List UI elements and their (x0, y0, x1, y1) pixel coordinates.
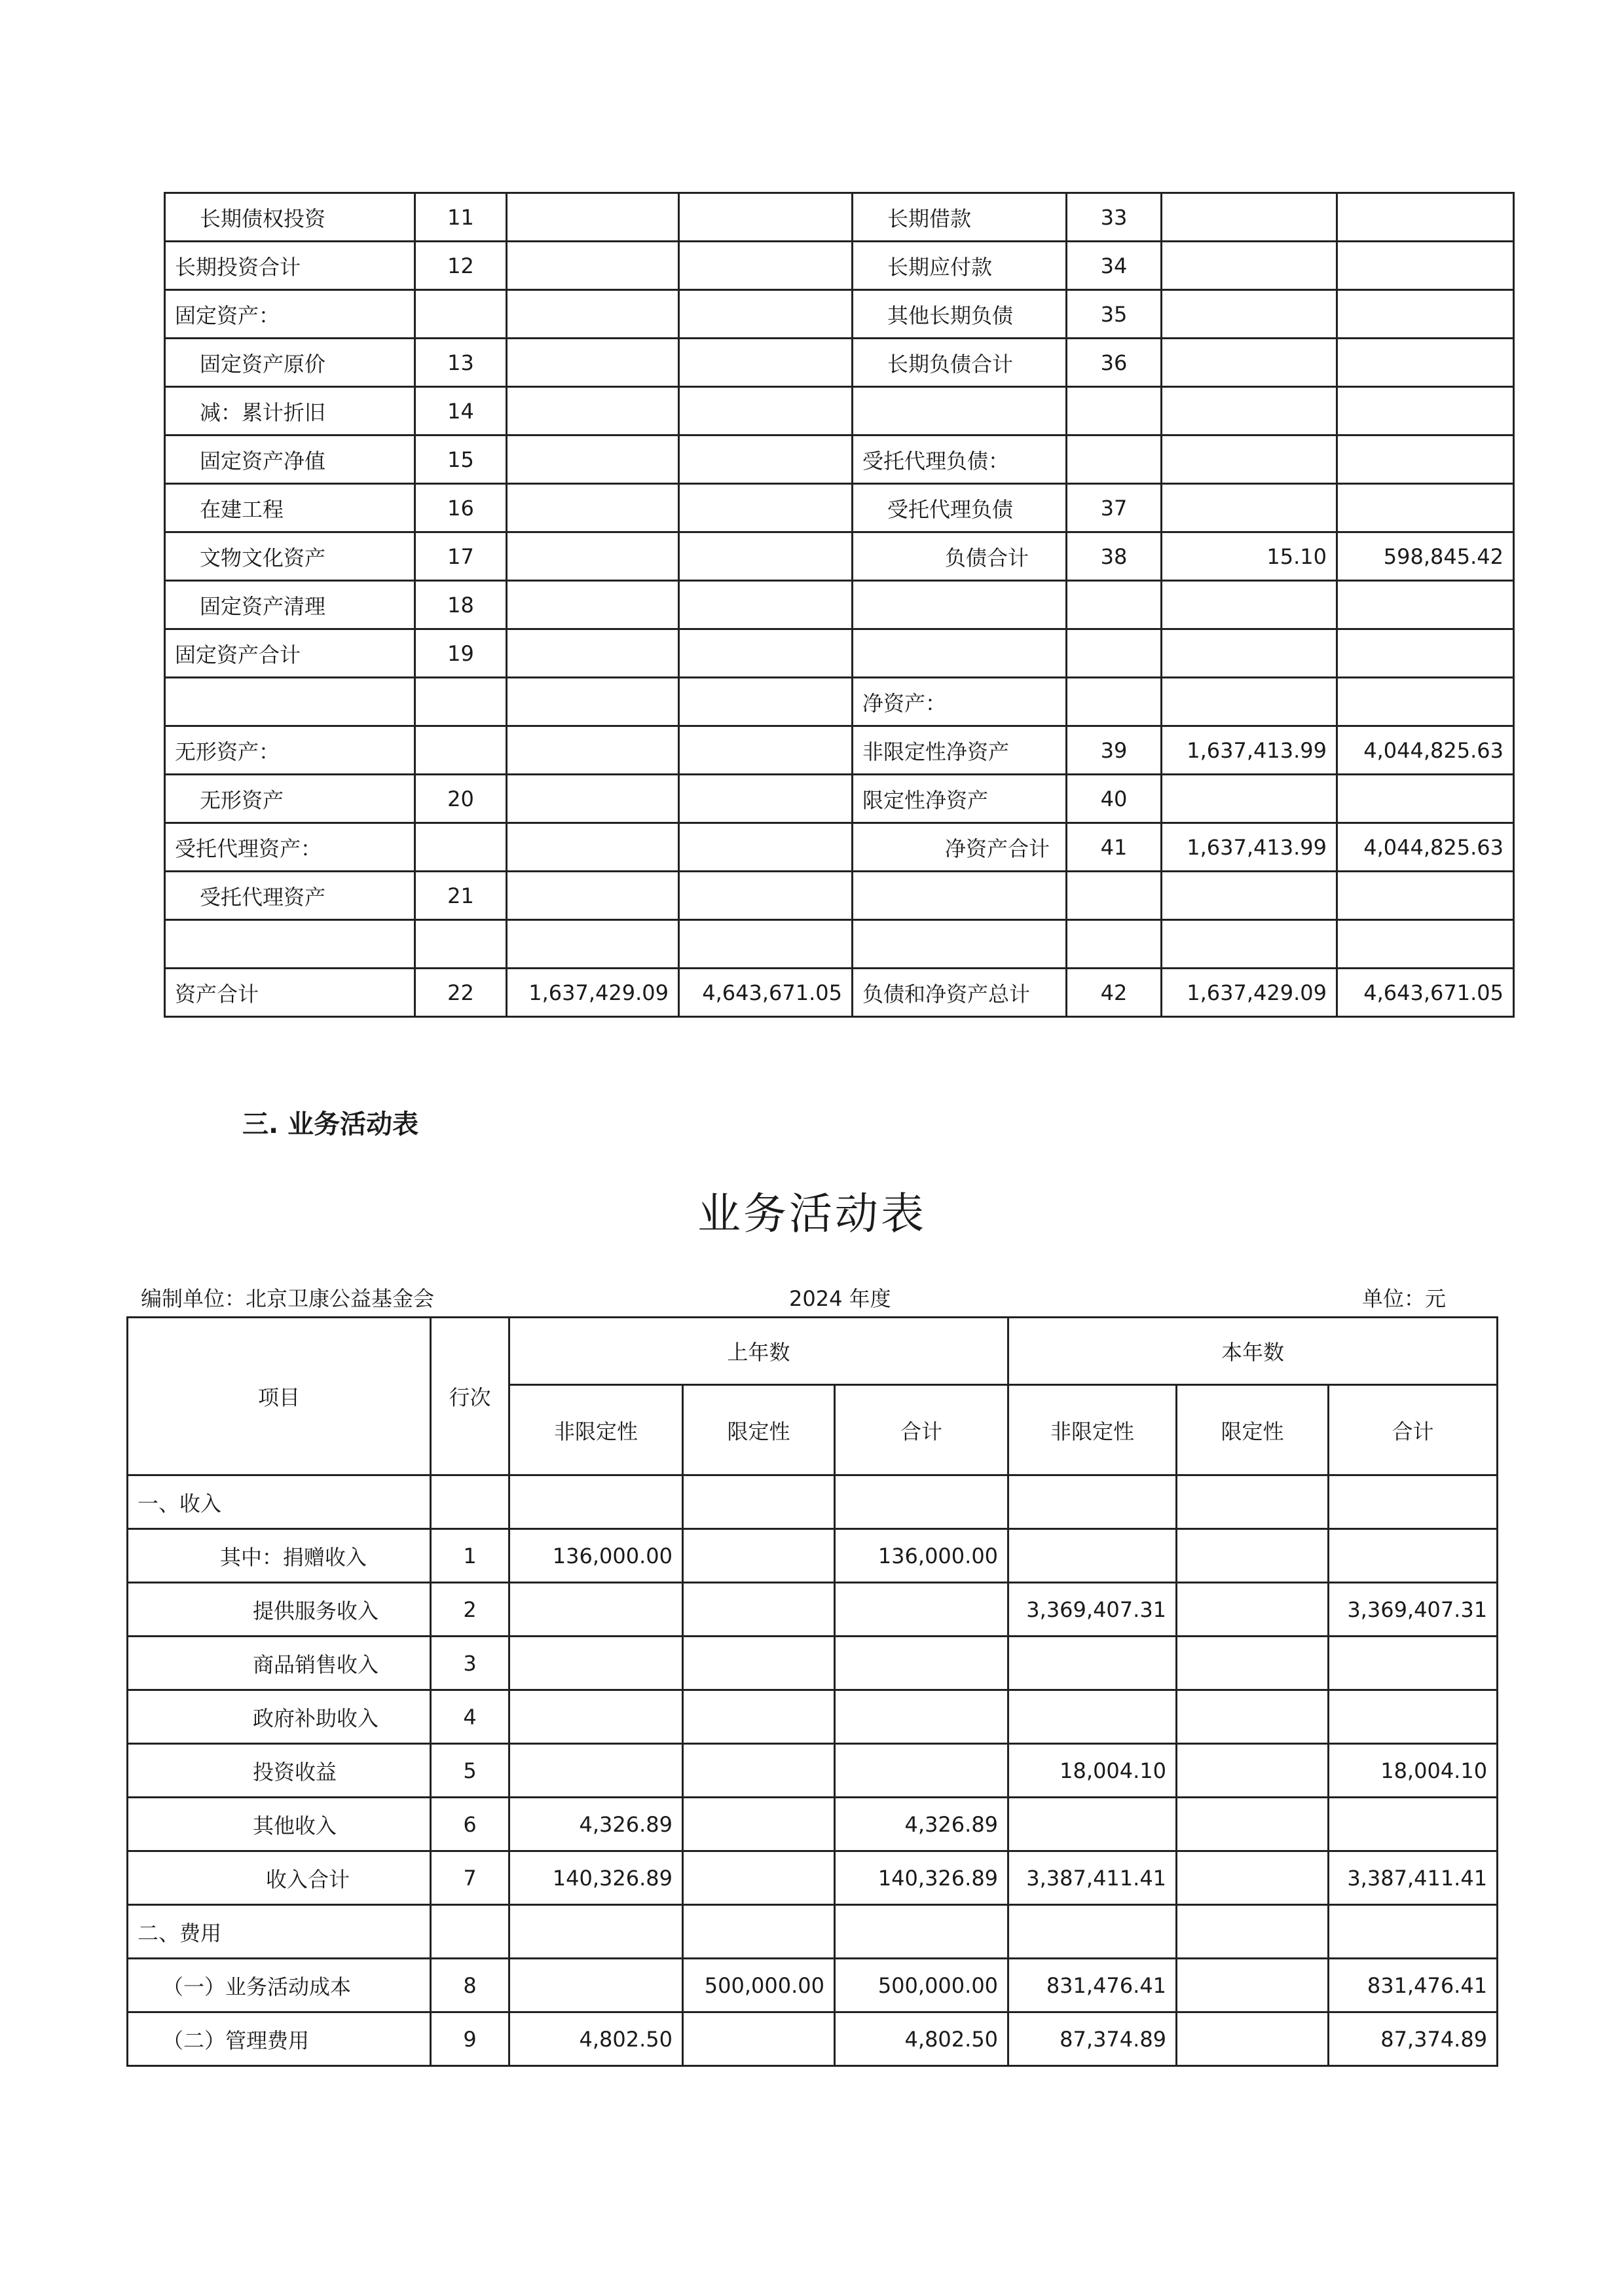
table-row (165, 484, 1514, 532)
header-prior-restricted: 限定性 (683, 1385, 835, 1475)
prior-unrestricted (509, 1744, 683, 1798)
prior-restricted (683, 1798, 835, 1851)
current-total: 831,476.41 (1329, 1959, 1498, 2012)
liability-beginning-balance (1162, 290, 1337, 339)
asset-label: 无形资产： (165, 726, 415, 775)
activity-statement-title: 业务活动表 (697, 1189, 927, 1239)
liability-ending-balance (1337, 678, 1514, 726)
current-unrestricted (1008, 1637, 1177, 1690)
item-label: 投资收益 (128, 1744, 431, 1798)
fiscal-year: 2024 年度 (789, 1286, 891, 1311)
asset-ending-balance (679, 339, 853, 387)
table-row (128, 1851, 1498, 1905)
liability-ending-balance (1337, 290, 1514, 339)
activity-header (128, 1318, 1498, 1475)
prior-total (835, 1690, 1008, 1744)
asset-beginning-balance (507, 484, 679, 532)
asset-beginning-balance (507, 242, 679, 290)
item-label: 商品销售收入 (128, 1637, 431, 1690)
current-total (1329, 1905, 1498, 1959)
liability-label: 净资产合计 (853, 823, 1067, 872)
asset-beginning-balance (507, 872, 679, 920)
asset-ending-balance (679, 532, 853, 581)
asset-row-number: 17 (415, 532, 507, 581)
liability-ending-balance (1337, 435, 1514, 484)
row-number: 8 (431, 1959, 509, 2012)
header-row-number: 行次 (431, 1318, 509, 1475)
table-row (128, 2012, 1498, 2066)
liability-beginning-balance (1162, 435, 1337, 484)
liability-beginning-balance (1162, 872, 1337, 920)
prior-total: 140,326.89 (835, 1851, 1008, 1905)
liability-label (853, 629, 1067, 678)
header-current-unrestricted: 非限定性 (1008, 1385, 1177, 1475)
asset-label: 文物文化资产 (165, 532, 415, 581)
liability-row-number: 36 (1067, 339, 1162, 387)
row-number (431, 1475, 509, 1529)
balance-sheet-table (164, 192, 1515, 1018)
asset-beginning-balance (507, 629, 679, 678)
table-row (165, 872, 1514, 920)
header-current-year: 本年数 (1008, 1318, 1498, 1385)
liability-label: 非限定性净资产 (853, 726, 1067, 775)
liability-label: 长期借款 (853, 193, 1067, 242)
prior-restricted (683, 1744, 835, 1798)
asset-label: 固定资产原价 (165, 339, 415, 387)
liability-ending-balance (1337, 387, 1514, 435)
liability-ending-balance (1337, 629, 1514, 678)
liability-label (853, 920, 1067, 969)
asset-ending-balance (679, 581, 853, 629)
prior-restricted (683, 1851, 835, 1905)
liability-label (853, 581, 1067, 629)
table-row (165, 339, 1514, 387)
table-row (128, 1637, 1498, 1690)
liability-label: 净资产： (853, 678, 1067, 726)
prior-total (835, 1744, 1008, 1798)
prior-restricted (683, 1905, 835, 1959)
table-row (165, 823, 1514, 872)
liability-ending-balance: 4,643,671.05 (1337, 969, 1514, 1017)
liability-row-number (1067, 435, 1162, 484)
asset-label (165, 678, 415, 726)
prior-unrestricted: 140,326.89 (509, 1851, 683, 1905)
row-number: 3 (431, 1637, 509, 1690)
liability-ending-balance (1337, 193, 1514, 242)
item-label: 收入合计 (128, 1851, 431, 1905)
liability-beginning-balance (1162, 775, 1337, 823)
header-prior-total: 合计 (835, 1385, 1008, 1475)
liability-row-number: 39 (1067, 726, 1162, 775)
prior-unrestricted: 136,000.00 (509, 1529, 683, 1583)
liability-row-number: 37 (1067, 484, 1162, 532)
asset-row-number (415, 678, 507, 726)
liability-label: 限定性净资产 (853, 775, 1067, 823)
item-label: （二）管理费用 (128, 2012, 431, 2066)
liability-beginning-balance (1162, 242, 1337, 290)
item-label: 一、收入 (128, 1475, 431, 1529)
asset-beginning-balance (507, 387, 679, 435)
table-row (128, 1475, 1498, 1529)
prior-unrestricted (509, 1637, 683, 1690)
liability-ending-balance: 4,044,825.63 (1337, 823, 1514, 872)
asset-beginning-balance (507, 532, 679, 581)
asset-beginning-balance (507, 920, 679, 969)
current-restricted (1177, 1905, 1329, 1959)
table-row (165, 387, 1514, 435)
row-number (431, 1905, 509, 1959)
prior-unrestricted (509, 1905, 683, 1959)
asset-ending-balance (679, 726, 853, 775)
liability-ending-balance (1337, 581, 1514, 629)
liability-beginning-balance: 1,637,429.09 (1162, 969, 1337, 1017)
table-row (128, 1529, 1498, 1583)
table-row (128, 1690, 1498, 1744)
header-current-restricted: 限定性 (1177, 1385, 1329, 1475)
prior-total: 4,326.89 (835, 1798, 1008, 1851)
current-total: 18,004.10 (1329, 1744, 1498, 1798)
asset-beginning-balance (507, 435, 679, 484)
asset-row-number (415, 920, 507, 969)
asset-row-number: 15 (415, 435, 507, 484)
asset-row-number: 22 (415, 969, 507, 1017)
table-row (165, 193, 1514, 242)
asset-ending-balance (679, 290, 853, 339)
liability-label: 负债和净资产总计 (853, 969, 1067, 1017)
asset-ending-balance (679, 629, 853, 678)
liability-ending-balance (1337, 242, 1514, 290)
prior-total (835, 1475, 1008, 1529)
current-unrestricted (1008, 1690, 1177, 1744)
current-total: 87,374.89 (1329, 2012, 1498, 2066)
prior-total (835, 1583, 1008, 1637)
table-row (128, 1905, 1498, 1959)
asset-beginning-balance (507, 775, 679, 823)
liability-ending-balance: 598,845.42 (1337, 532, 1514, 581)
asset-row-number: 13 (415, 339, 507, 387)
asset-row-number: 18 (415, 581, 507, 629)
liability-row-number: 34 (1067, 242, 1162, 290)
liability-beginning-balance (1162, 629, 1337, 678)
prior-unrestricted (509, 1690, 683, 1744)
current-restricted (1177, 1798, 1329, 1851)
table-row (165, 435, 1514, 484)
asset-row-number (415, 726, 507, 775)
prior-restricted (683, 2012, 835, 2066)
current-unrestricted (1008, 1905, 1177, 1959)
liability-label (853, 387, 1067, 435)
asset-beginning-balance (507, 678, 679, 726)
liability-beginning-balance: 1,637,413.99 (1162, 726, 1337, 775)
prior-total (835, 1637, 1008, 1690)
asset-ending-balance (679, 484, 853, 532)
table-row (165, 920, 1514, 969)
current-restricted (1177, 1851, 1329, 1905)
liability-row-number: 33 (1067, 193, 1162, 242)
asset-row-number: 20 (415, 775, 507, 823)
liability-row-number: 38 (1067, 532, 1162, 581)
current-restricted (1177, 1744, 1329, 1798)
table-row (165, 532, 1514, 581)
liability-ending-balance (1337, 775, 1514, 823)
prior-total (835, 1905, 1008, 1959)
table-row (165, 629, 1514, 678)
liability-row-number (1067, 629, 1162, 678)
liability-row-number: 35 (1067, 290, 1162, 339)
prior-restricted (683, 1583, 835, 1637)
row-number: 6 (431, 1798, 509, 1851)
table-row (165, 581, 1514, 629)
asset-ending-balance: 4,643,671.05 (679, 969, 853, 1017)
liability-beginning-balance (1162, 678, 1337, 726)
liability-label: 长期负债合计 (853, 339, 1067, 387)
current-restricted (1177, 1475, 1329, 1529)
prior-total: 4,802.50 (835, 2012, 1008, 2066)
header-item: 项目 (128, 1318, 431, 1475)
current-restricted (1177, 1959, 1329, 2012)
current-restricted (1177, 1690, 1329, 1744)
current-total (1329, 1690, 1498, 1744)
current-restricted (1177, 1637, 1329, 1690)
asset-label (165, 920, 415, 969)
asset-label: 固定资产清理 (165, 581, 415, 629)
current-unrestricted (1008, 1475, 1177, 1529)
section-heading: 三. 业务活动表 (242, 1109, 419, 1139)
prior-total: 136,000.00 (835, 1529, 1008, 1583)
asset-ending-balance (679, 775, 853, 823)
asset-label: 受托代理资产 (165, 872, 415, 920)
prior-unrestricted (509, 1475, 683, 1529)
table-row (165, 242, 1514, 290)
asset-row-number: 12 (415, 242, 507, 290)
liability-row-number (1067, 678, 1162, 726)
asset-row-number: 14 (415, 387, 507, 435)
current-total (1329, 1798, 1498, 1851)
liability-beginning-balance (1162, 193, 1337, 242)
asset-beginning-balance (507, 823, 679, 872)
asset-beginning-balance (507, 193, 679, 242)
liability-label: 长期应付款 (853, 242, 1067, 290)
current-unrestricted: 3,387,411.41 (1008, 1851, 1177, 1905)
table-row (165, 290, 1514, 339)
liability-beginning-balance (1162, 387, 1337, 435)
prior-unrestricted: 4,802.50 (509, 2012, 683, 2066)
asset-label: 固定资产合计 (165, 629, 415, 678)
table-row (128, 1583, 1498, 1637)
liability-ending-balance (1337, 920, 1514, 969)
current-unrestricted: 831,476.41 (1008, 1959, 1177, 2012)
current-unrestricted (1008, 1798, 1177, 1851)
current-unrestricted: 18,004.10 (1008, 1744, 1177, 1798)
liability-label (853, 872, 1067, 920)
liability-beginning-balance (1162, 581, 1337, 629)
liability-ending-balance (1337, 872, 1514, 920)
current-total (1329, 1637, 1498, 1690)
current-unrestricted: 87,374.89 (1008, 2012, 1177, 2066)
row-number: 4 (431, 1690, 509, 1744)
asset-beginning-balance: 1,637,429.09 (507, 969, 679, 1017)
asset-ending-balance (679, 193, 853, 242)
asset-ending-balance (679, 823, 853, 872)
asset-ending-balance (679, 678, 853, 726)
prior-restricted: 500,000.00 (683, 1959, 835, 2012)
current-restricted (1177, 1583, 1329, 1637)
liability-row-number: 40 (1067, 775, 1162, 823)
item-label: 其中：捐赠收入 (128, 1529, 431, 1583)
liability-row-number: 41 (1067, 823, 1162, 872)
prior-unrestricted (509, 1959, 683, 2012)
current-unrestricted (1008, 1529, 1177, 1583)
item-label: 二、费用 (128, 1905, 431, 1959)
asset-beginning-balance (507, 290, 679, 339)
prior-restricted (683, 1690, 835, 1744)
preparing-unit: 编制单位：北京卫康公益基金会 (141, 1286, 435, 1311)
asset-ending-balance (679, 435, 853, 484)
asset-label: 长期投资合计 (165, 242, 415, 290)
liability-row-number (1067, 387, 1162, 435)
balance-sheet-body (165, 193, 1514, 1017)
liability-beginning-balance (1162, 339, 1337, 387)
asset-ending-balance (679, 872, 853, 920)
item-label: 其他收入 (128, 1798, 431, 1851)
prior-unrestricted (509, 1583, 683, 1637)
liability-beginning-balance (1162, 484, 1337, 532)
header-current-total: 合计 (1329, 1385, 1498, 1475)
asset-row-number: 19 (415, 629, 507, 678)
asset-label: 固定资产： (165, 290, 415, 339)
current-restricted (1177, 1529, 1329, 1583)
liability-ending-balance (1337, 339, 1514, 387)
asset-label: 长期债权投资 (165, 193, 415, 242)
current-total (1329, 1529, 1498, 1583)
table-row (128, 1798, 1498, 1851)
current-restricted (1177, 2012, 1329, 2066)
activity-body (128, 1475, 1498, 2066)
liability-label: 其他长期负债 (853, 290, 1067, 339)
table-row (165, 969, 1514, 1017)
current-total (1329, 1475, 1498, 1529)
asset-ending-balance (679, 387, 853, 435)
asset-row-number: 11 (415, 193, 507, 242)
liability-ending-balance: 4,044,825.63 (1337, 726, 1514, 775)
prior-unrestricted: 4,326.89 (509, 1798, 683, 1851)
header-prior-unrestricted: 非限定性 (509, 1385, 683, 1475)
liability-ending-balance (1337, 484, 1514, 532)
table-row (165, 775, 1514, 823)
liability-row-number (1067, 920, 1162, 969)
liability-beginning-balance: 15.10 (1162, 532, 1337, 581)
current-unrestricted: 3,369,407.31 (1008, 1583, 1177, 1637)
table-row (165, 678, 1514, 726)
current-total: 3,387,411.41 (1329, 1851, 1498, 1905)
liability-row-number (1067, 581, 1162, 629)
asset-row-number (415, 290, 507, 339)
liability-beginning-balance (1162, 920, 1337, 969)
row-number: 2 (431, 1583, 509, 1637)
liability-row-number: 42 (1067, 969, 1162, 1017)
item-label: 提供服务收入 (128, 1583, 431, 1637)
asset-label: 在建工程 (165, 484, 415, 532)
asset-row-number (415, 823, 507, 872)
table-row (128, 1959, 1498, 2012)
item-label: （一）业务活动成本 (128, 1959, 431, 2012)
asset-row-number: 16 (415, 484, 507, 532)
current-total: 3,369,407.31 (1329, 1583, 1498, 1637)
liability-beginning-balance: 1,637,413.99 (1162, 823, 1337, 872)
asset-label: 受托代理资产： (165, 823, 415, 872)
asset-beginning-balance (507, 581, 679, 629)
row-number: 9 (431, 2012, 509, 2066)
liability-label: 受托代理负债 (853, 484, 1067, 532)
activity-statement-table (126, 1316, 1498, 2067)
asset-label: 资产合计 (165, 969, 415, 1017)
currency-unit: 单位：元 (1362, 1286, 1447, 1311)
asset-label: 无形资产 (165, 775, 415, 823)
prior-restricted (683, 1637, 835, 1690)
table-row (165, 726, 1514, 775)
prior-total: 500,000.00 (835, 1959, 1008, 2012)
item-label: 政府补助收入 (128, 1690, 431, 1744)
table-row (128, 1744, 1498, 1798)
row-number: 1 (431, 1529, 509, 1583)
asset-beginning-balance (507, 726, 679, 775)
prior-restricted (683, 1529, 835, 1583)
liability-label: 负债合计 (853, 532, 1067, 581)
asset-label: 固定资产净值 (165, 435, 415, 484)
asset-beginning-balance (507, 339, 679, 387)
asset-label: 减：累计折旧 (165, 387, 415, 435)
liability-label: 受托代理负债： (853, 435, 1067, 484)
row-number: 7 (431, 1851, 509, 1905)
prior-restricted (683, 1475, 835, 1529)
asset-ending-balance (679, 920, 853, 969)
liability-row-number (1067, 872, 1162, 920)
asset-ending-balance (679, 242, 853, 290)
asset-row-number: 21 (415, 872, 507, 920)
row-number: 5 (431, 1744, 509, 1798)
header-prior-year: 上年数 (509, 1318, 1008, 1385)
